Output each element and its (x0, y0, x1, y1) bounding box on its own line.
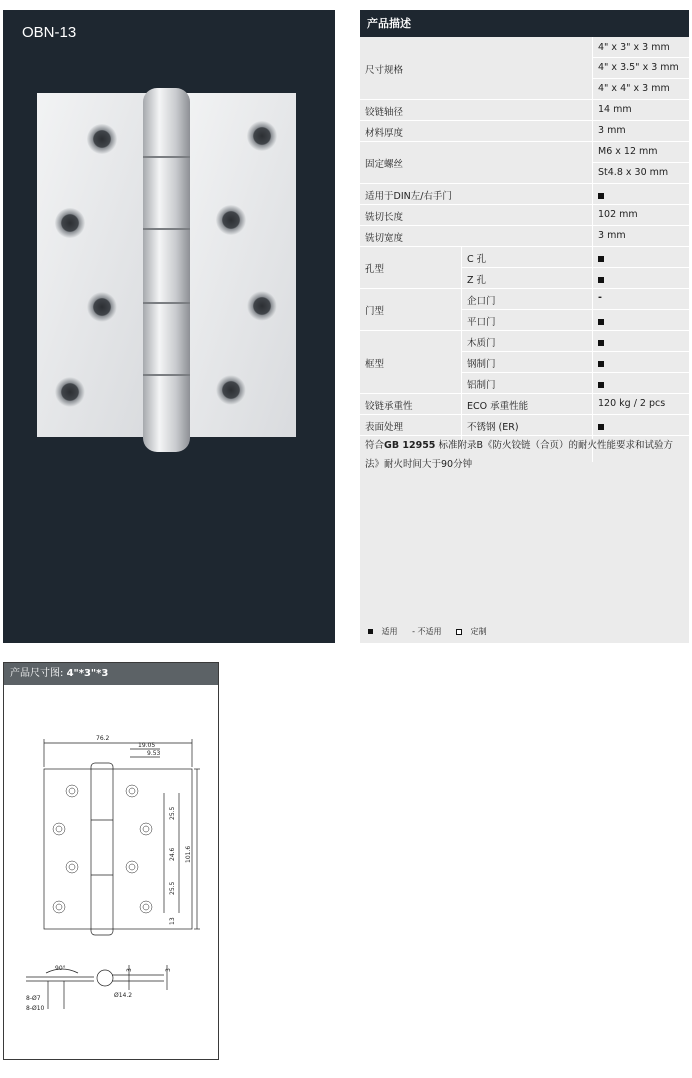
spec-row-thickness (360, 121, 689, 142)
spec-label: 铰链轴径 (365, 107, 404, 118)
dim-label: 25.5 (169, 881, 176, 895)
spec-label: 材料厚度 (365, 128, 404, 139)
applicable-icon (598, 361, 604, 367)
spec-row-screws (360, 142, 689, 184)
spec-sub: C 孔 (467, 254, 487, 265)
spec-label: 适用于DIN左/右手门 (365, 191, 452, 202)
spec-value: 102 mm (598, 209, 638, 220)
spec-value: 3 mm (598, 230, 626, 241)
technical-drawing (4, 685, 218, 1059)
spec-value: 3 mm (598, 125, 626, 136)
dim-label: 19.05 (138, 742, 156, 749)
spec-sub: Z 孔 (467, 275, 487, 286)
legend-not-applicable: - 不适用 (412, 627, 442, 636)
drawing-title: 产品尺寸图: 4"*3"*3 (4, 663, 218, 685)
spec-value: 4" x 4" x 3 mm (598, 83, 670, 94)
dim-label: 9.53 (147, 750, 161, 757)
spec-title: 产品描述 (360, 10, 689, 37)
spec-row-finish (360, 415, 689, 436)
legend-applicable: 适用 (381, 627, 398, 636)
spec-value: 14 mm (598, 104, 632, 115)
spec-label: 框型 (365, 359, 385, 370)
spec-row-frame (360, 331, 689, 394)
spec-row-door (360, 289, 689, 331)
compliance-note: 符合GB 12955 标准附录B《防火铰链（合页）的耐火性能要求和试验方法》耐火时间大于90分钟 (365, 440, 673, 470)
spec-label: 铣切长度 (365, 212, 404, 223)
spec-value: M6 x 12 mm (598, 146, 658, 157)
spec-sub: ECO 承重性能 (467, 401, 529, 412)
spec-label: 铰链承重性 (365, 401, 413, 412)
legend (368, 626, 493, 637)
dim-label: 101.6 (185, 845, 192, 863)
spec-value: 4" x 3.5" x 3 mm (598, 62, 679, 73)
product-model: OBN-13 (22, 24, 77, 41)
spec-label: 固定螺丝 (365, 159, 404, 170)
spec-sub: 铝制门 (467, 380, 496, 391)
legend-custom: 定制 (470, 627, 487, 636)
dim-label: Ø14.2 (114, 992, 133, 999)
applicable-icon (598, 382, 604, 388)
spec-sub: 平口门 (467, 317, 496, 328)
spec-row-knuckle (360, 100, 689, 121)
dim-label: 3 (126, 968, 133, 972)
applicable-icon (598, 424, 604, 430)
applicable-icon (368, 629, 373, 634)
dim-label: 8-Ø10 (26, 1005, 45, 1012)
spec-value: 4" x 3" x 3 mm (598, 42, 670, 53)
dim-label: 3 (165, 968, 172, 972)
spec-row-size (360, 37, 689, 100)
dim-label: 24.6 (169, 847, 176, 861)
spec-label: 尺寸规格 (365, 65, 404, 76)
spec-value: St4.8 x 30 mm (598, 167, 669, 178)
spec-sub: 钢制门 (467, 359, 496, 370)
applicable-icon (598, 193, 604, 199)
spec-table (360, 10, 689, 643)
applicable-icon (598, 340, 604, 346)
dim-label: 8-Ø7 (26, 995, 41, 1002)
spec-row-cut-length (360, 205, 689, 226)
spec-label: 铣切宽度 (365, 233, 404, 244)
dim-label: 13 (169, 917, 176, 925)
hinge-barrel (143, 88, 190, 452)
spec-row-din (360, 184, 689, 205)
dim-label: 90° (55, 965, 66, 972)
spec-sub: 木质门 (467, 338, 496, 349)
applicable-icon (598, 277, 604, 283)
spec-sub: 不锈钢 (ER) (467, 422, 519, 433)
spec-row-cut-width (360, 226, 689, 247)
dimension-drawing-panel (3, 662, 219, 1060)
spec-sub: 企口门 (467, 296, 496, 307)
spec-value: 120 kg / 2 pcs (598, 398, 666, 409)
not-applicable-mark: - (598, 292, 602, 303)
applicable-icon (598, 319, 604, 325)
spec-label: 孔型 (365, 264, 385, 275)
hinge-photo (0, 0, 340, 650)
spec-label: 表面处理 (365, 422, 404, 433)
spec-row-load (360, 394, 689, 415)
applicable-icon (598, 256, 604, 262)
spec-row-hole (360, 247, 689, 289)
custom-icon (456, 629, 462, 635)
spec-label: 门型 (365, 306, 385, 317)
dim-label: 25.5 (169, 806, 176, 820)
dim-label: 76.2 (96, 735, 110, 742)
